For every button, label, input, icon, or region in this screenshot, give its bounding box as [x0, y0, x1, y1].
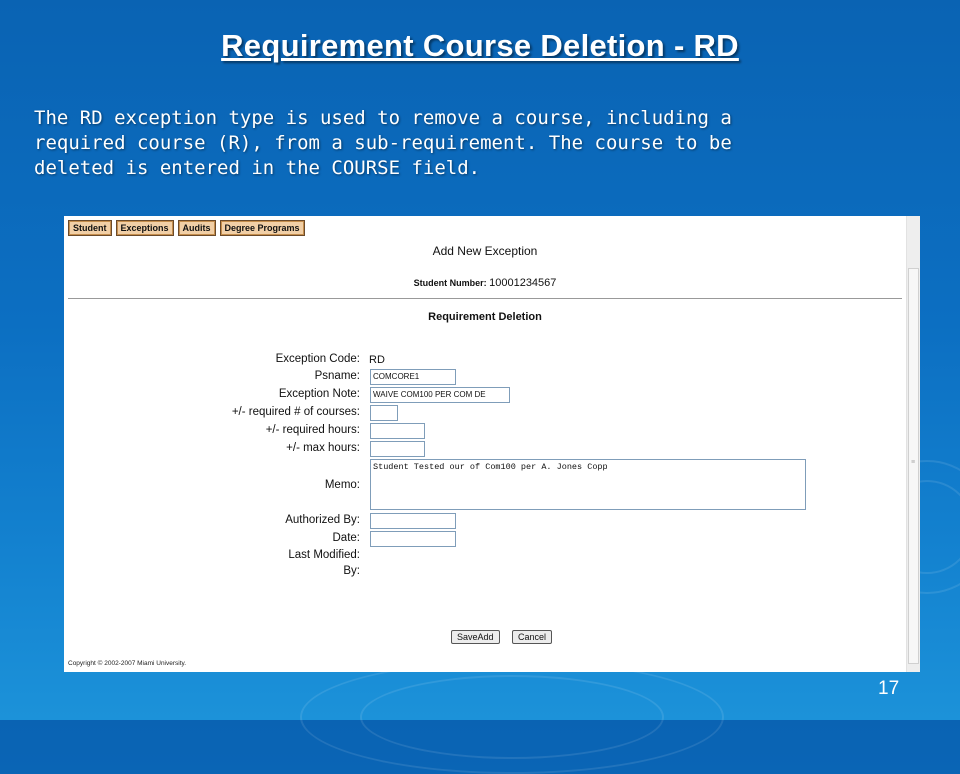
required-hours-label: +/- required hours:: [265, 424, 360, 436]
authorized-by-label: Authorized By:: [285, 514, 360, 526]
exception-code-label: Exception Code:: [275, 353, 360, 365]
grip-icon: ≡: [911, 459, 916, 466]
required-hours-input[interactable]: [370, 423, 425, 439]
max-hours-input[interactable]: [370, 441, 425, 457]
nav-tabs: [68, 220, 305, 236]
date-label: Date:: [332, 532, 360, 544]
date-input[interactable]: [370, 531, 456, 547]
student-number-label: Student Number:: [413, 278, 487, 288]
divider: [68, 298, 902, 299]
max-hours-label: +/- max hours:: [286, 442, 360, 454]
exception-note-label: Exception Note:: [278, 388, 360, 400]
section-title: Requirement Deletion: [428, 311, 542, 323]
cancel-button[interactable]: Cancel: [512, 630, 552, 644]
scrollbar-thumb[interactable]: [908, 268, 919, 664]
copyright-text: Copyright © 2002-2007 Miami University.: [68, 660, 187, 667]
memo-label: Memo:: [324, 479, 360, 491]
psname-label: Psname:: [314, 370, 360, 382]
tab-exceptions[interactable]: Exceptions: [116, 220, 174, 236]
slide-title: Requirement Course Deletion - RD: [221, 28, 739, 63]
authorized-by-input[interactable]: [370, 513, 456, 529]
required-courses-input[interactable]: [370, 405, 398, 421]
exception-code-value: RD: [369, 354, 385, 366]
save-add-button[interactable]: SaveAdd: [451, 630, 500, 644]
last-modified-label: Last Modified:: [288, 549, 360, 561]
vertical-scrollbar[interactable]: [906, 216, 920, 672]
app-screenshot-window: [64, 216, 920, 672]
slide-page-number: 17: [878, 678, 900, 699]
ripple-decoration: [360, 675, 664, 759]
tab-degree-programs[interactable]: Degree Programs: [220, 220, 305, 236]
slide-body-text: The RD exception type is used to remove a course, including a required course (R), from a sub-requirement. The course to be deleted is entered in the COURSE field.: [34, 107, 732, 179]
page-title: Add New Exception: [432, 244, 538, 258]
tab-student[interactable]: Student: [68, 220, 112, 236]
student-number-row: [64, 277, 906, 289]
required-courses-label: +/- required # of courses:: [231, 406, 360, 418]
memo-textarea[interactable]: Student Tested our of Com100 per A. Jones Copp: [370, 459, 806, 510]
tab-audits[interactable]: Audits: [178, 220, 216, 236]
student-number-value: 10001234567: [489, 277, 557, 289]
exception-note-input[interactable]: WAIVE COM100 PER COM DE: [370, 387, 510, 403]
psname-input[interactable]: COMCORE1: [370, 369, 456, 385]
by-label: By:: [343, 565, 360, 577]
